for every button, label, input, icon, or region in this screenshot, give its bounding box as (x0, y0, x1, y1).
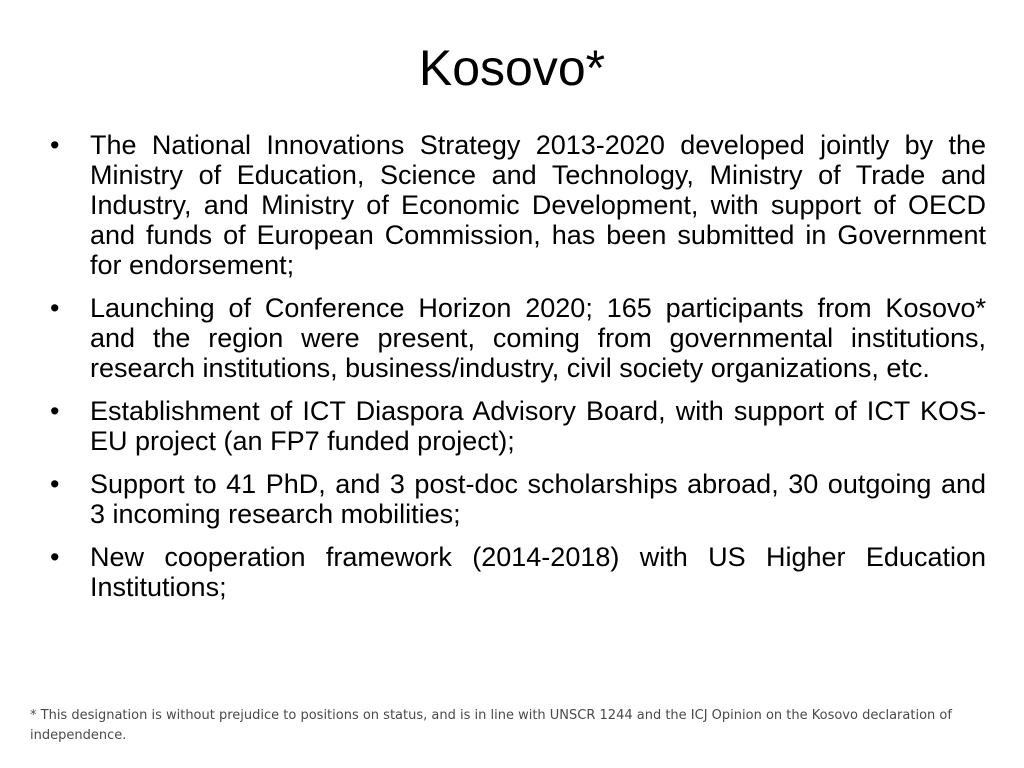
bullet-item (42, 469, 986, 529)
bullet-text: Support to 41 PhD, and 3 post-doc scholarships abroad, 30 outgoing and 3 incoming research mobilities; (90, 469, 986, 529)
footnote: * This designation is without prejudice to positions on status, and is in line with UNSCR 1244 and the ICJ Opinion on the Kosovo declaration of independence. (30, 708, 952, 743)
bullet-item (42, 130, 986, 280)
bullet-dot-icon: • (50, 293, 60, 323)
bullet-item (42, 293, 986, 383)
bullet-text: Establishment of ICT Diaspora Advisory Board, with support of ICT KOS-EU project (an FP7 funded project); (90, 396, 986, 456)
bullet-text: Launching of Conference Horizon 2020; 165 participants from Kosovo* and the region were present, coming from governmental institutions, research institutions, business/industry, civil society organizations, etc. (90, 293, 986, 383)
bullet-text: The National Innovations Strategy 2013-2020 developed jointly by the Ministry of Education, Science and Technology, Ministry of Trade and Industry, and Ministry of Economic Development, with support of OECD and funds of European Commission, has been submitted in Government for endorsement; (90, 130, 986, 280)
bullet-item (42, 542, 986, 602)
bullet-dot-icon: • (50, 469, 60, 499)
slide-title: Kosovo* (418, 40, 606, 96)
bullet-dot-icon: • (50, 542, 60, 572)
bullet-item (42, 396, 986, 456)
bullet-dot-icon: • (50, 130, 60, 160)
bullet-dot-icon: • (50, 396, 60, 426)
bullet-text: New cooperation framework (2014-2018) with US Higher Education Institutions; (90, 542, 986, 602)
bullet-list (42, 130, 986, 615)
